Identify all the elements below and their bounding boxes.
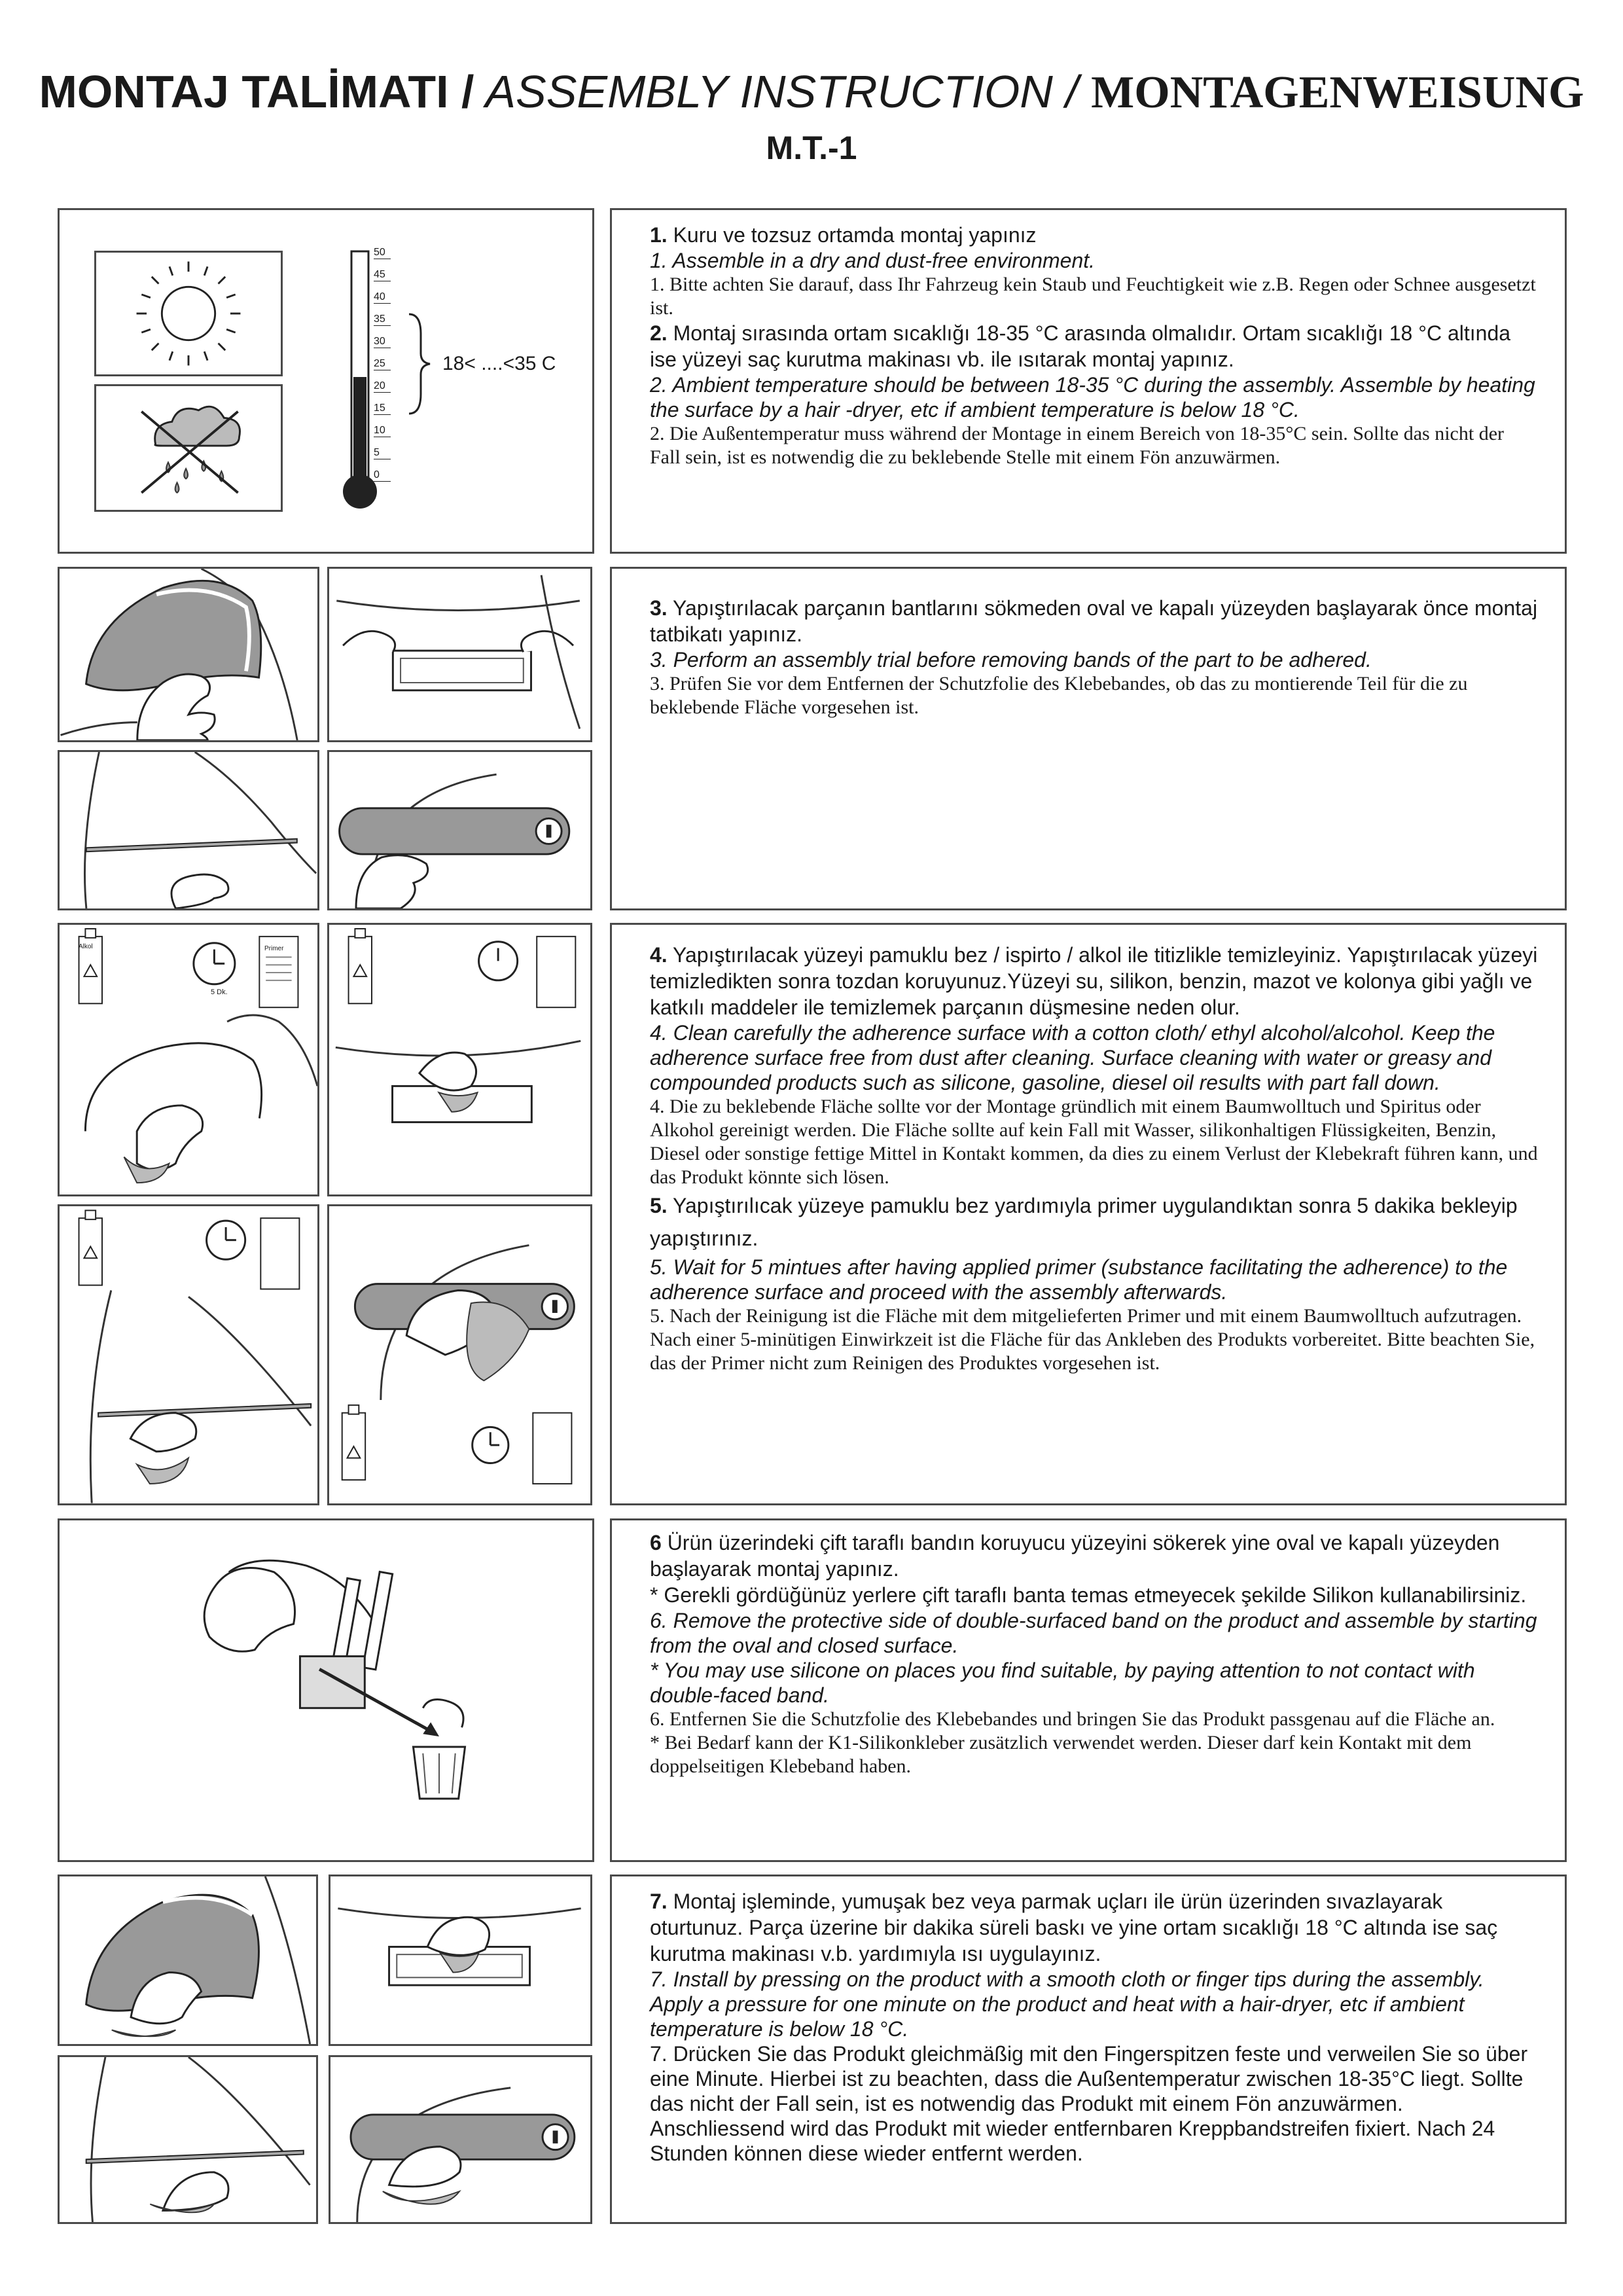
remove-protective-band-image (58, 1518, 594, 1862)
door-strip-trial-fit-image (58, 750, 319, 910)
thermometer-scale (374, 247, 400, 480)
clock-5-min-label: 5 Dk. (211, 988, 228, 996)
step-6-number: 6 (650, 1531, 662, 1554)
door-strip-primer-image (58, 1204, 319, 1505)
sun-icon (94, 251, 283, 376)
step-4-number: 4. (650, 943, 668, 967)
step-6-english-note: * You may use silicone on places you find suitable, by paying attention to not contact with double-faced band. (650, 1659, 1475, 1707)
thermometer-tick-label: 15 (374, 403, 391, 415)
thermometer-tick-label: 30 (374, 336, 391, 348)
step-1-german: 1. Bitte achten Sie darauf, dass Ihr Fahrzeug kein Staub und Feuchtigkeit wie z.B. Regen oder Schnee ausgesetzt ist. (650, 274, 1536, 319)
step-5-turkish: 5. Yapıştırılıcak yüzeye pamuklu bez yardımıyla primer uygulandıktan sonra 5 dakika bekleyip yapıştırınız. (650, 1194, 1518, 1250)
step-4-5-text (610, 923, 1567, 1505)
step-4-english: 4. Clean carefully the adherence surface with a cotton cloth/ ethyl alcohol/alcohol. Keep the adherence surface free from dust after cleaning. Surface cleaning with water or greasy and compounded products such as silicone, gasoline, diesel oil results with part fall down. (650, 1021, 1495, 1094)
step-1-english: 1. Assemble in a dry and dust-free environment. (650, 249, 1096, 272)
mirror-press-image (58, 1874, 318, 2046)
alcohol-bottle-label: Alkol (79, 943, 93, 950)
trunk-trial-fit-image (327, 567, 592, 742)
document-title (0, 64, 1623, 120)
thermometer-tick-label: 35 (374, 314, 391, 326)
step-1-2-text (610, 208, 1567, 554)
step-6-turkish: 6 Ürün üzerindeki çift taraflı bandın koruyucu yüzeyini sökerek yine oval ve kapalı yüzeyden başlayarak montaj yapınız. (650, 1531, 1500, 1581)
step-2-english: 2. Ambient temperature should be between 18-35 °C during the assembly. Assemble by heating the surface by a hair -dryer, etc if ambient temperature is below 18 °C. (650, 373, 1535, 422)
step-2-turkish: 2. Montaj sırasında ortam sıcaklığı 18-35 °C arasında olmalıdır. Ortam sıcaklığı 18 °C altında ise yüzeyi saç kurutma makinası vb. ile ısıtarak montaj yapınız. (650, 321, 1511, 371)
step-6-turkish-note: * Gerekli gördüğünüz yerlere çift taraflı banta temas etmeyecek şekilde Silikon kullanabilirsiniz. (650, 1583, 1527, 1607)
step-1-number: 1. (650, 223, 668, 247)
step-5-english: 5. Wait for 5 mintues after having applied primer (substance facilitating the adherence) to the adherence surface and proceed with the assembly afterwards. (650, 1255, 1508, 1304)
step-5-german: 5. Nach der Reinigung ist die Fläche mit dem mitgelieferten Primer und mit einem Baumwolltuch aufzutragen. Nach einer 5-minütigen Einwirkzeit ist die Fläche für das Ankleben des Produkts vorbereitet. Bitte beachten Sie, das der Primer nicht zum Reinigen des Produktes vorgesehen ist. (650, 1305, 1535, 1374)
step-3-turkish: 3. Yapıştırılacak parçanın bantlarını sökmeden oval ve kapalı yüzeyden başlayarak önce montaj tatbikatı yapınız. (650, 596, 1538, 646)
door-handle-primer-image (327, 1204, 592, 1505)
title-german: MONTAGENWEISUNG (1091, 67, 1584, 118)
mirror-cleaning-image (58, 923, 319, 1196)
step-7-text (610, 1874, 1567, 2224)
title-english: ASSEMBLY INSTRUCTION / (474, 66, 1092, 117)
mirror-trial-fit-image (58, 567, 319, 742)
step-5-number: 5. (650, 1194, 668, 1217)
door-handle-trial-fit-image (327, 750, 592, 910)
title-turkish: MONTAJ TALİMATI / (39, 66, 474, 117)
step-7-german: 7. Drücken Sie das Produkt gleichmäßig mit den Fingerspitzen feste und verweilen Sie so über eine Minute. Hierbei ist zu beachten, dass die Außentemperatur zwischen 18-35°C liegt. Sollte das nicht der Fall sein, ist es notwendig das Produkt mit einem Fön anzuwärmen. Anschliessend wird das Produkt mit wieder entfernbaren Kreppbandstreifen fixiert. Nach 24 Stunden können diese wieder entfernt werden. (650, 2042, 1528, 2165)
thermometer-tick-label: 0 (374, 469, 391, 482)
thermometer-tick-label: 25 (374, 358, 391, 370)
step-6-german-note: * Bei Bedarf kann der K1-Silikonkleber zusätzlich verwendet werden. Dieser darf kein Kontakt mit dem doppelseitigen Klebeband haben. (650, 1732, 1472, 1777)
step-2-german: 2. Die Außentemperatur muss während der Montage in einem Bereich von 18-35°C sein. Sollte das nicht der Fall sein, ist es notwendig die zu beklebende Stelle mit einem Fön anzuwärmen. (650, 423, 1505, 468)
step-3-number: 3. (650, 596, 668, 620)
step-4-german: 4. Die zu beklebende Fläche sollte vor der Montage gründlich mit einem Baumwolltuch und Spiritus oder Alkohol gereinigt werden. Die Fläche sollte auf kein Fall mit Wasser, silikonhaltigen Flüssigkeiten, Benzin, Diesel oder sonstige fettige Mittel in Kontakt kommen, da dies zu einem Verlust der Klebekraft führen kann, und das Produkt könnte sich lösen. (650, 1096, 1538, 1188)
step-7-turkish: 7. Montaj işleminde, yumuşak bez veya parmak uçları ile ürün üzerinden sıvazlayarak oturtunuz. Parça üzerine bir dakika süreli baskı ve yine ortam sıcaklığı 18 °C altında ise saç kurutma makinası v.b. yardımıyla ısı uygulayınız. (650, 1890, 1498, 1965)
temperature-range-label: 18< ....<35 C (442, 353, 556, 374)
step-6-text (610, 1518, 1567, 1862)
trunk-cleaning-image (327, 923, 592, 1196)
environment-illustration-panel (58, 208, 594, 554)
step-6-english: 6. Remove the protective side of double-surfaced band on the product and assemble by starting from the oval and closed surface. (650, 1609, 1537, 1657)
thermometer-tick-label: 5 (374, 447, 391, 459)
thermometer-tick-label: 10 (374, 425, 391, 437)
thermometer-tick-label: 50 (374, 247, 391, 259)
thermometer-tick-label: 45 (374, 269, 391, 281)
step-4-turkish: 4. Yapıştırılacak yüzeyi pamuklu bez / ispirto / alkol ile titizlikle temizleyiniz. Yapıştırılacak yüzeyi temizledikten sonra tozdan koruyunuz.Yüzeyi su, silikon, benzin, mazot ve kolonya gibi yağlı ve katkılı maddeler ile temizlemek parçanın düşmesine neden olur. (650, 943, 1538, 1019)
step-3-german: 3. Prüfen Sie vor dem Entfernen der Schutzfolie des Klebebandes, ob das zu montierende Teil für die zu beklebende Fläche vorgesehen ist. (650, 673, 1468, 718)
step-7-english: 7. Install by pressing on the product with a smooth cloth or finger tips during the assembly. Apply a pressure for one minute on the product and heat with a hair-dryer, etc if ambient temperature is below 18 °C. (650, 1967, 1484, 2041)
thermometer-tick-label: 20 (374, 380, 391, 393)
step-6-german: 6. Entfernen Sie die Schutzfolie des Klebebandes und bringen Sie das Produkt passgenau auf die Fläche an. (650, 1708, 1495, 1730)
trunk-press-image (329, 1874, 592, 2046)
no-rain-icon (94, 384, 283, 512)
thermometer-tick-label: 40 (374, 291, 391, 304)
door-handle-press-image (329, 2055, 592, 2224)
step-1-turkish: 1. Kuru ve tozsuz ortamda montaj yapınız (650, 223, 1037, 247)
document-code: M.T.-1 (766, 130, 857, 166)
step-3-text (610, 567, 1567, 910)
step-2-number: 2. (650, 321, 668, 345)
step-7-number: 7. (650, 1890, 668, 1913)
door-strip-press-image (58, 2055, 318, 2224)
step-3-english: 3. Perform an assembly trial before removing bands of the part to be adhered. (650, 648, 1372, 672)
thermometer-icon (334, 246, 406, 534)
primer-sheet-label: Primer (264, 945, 284, 952)
